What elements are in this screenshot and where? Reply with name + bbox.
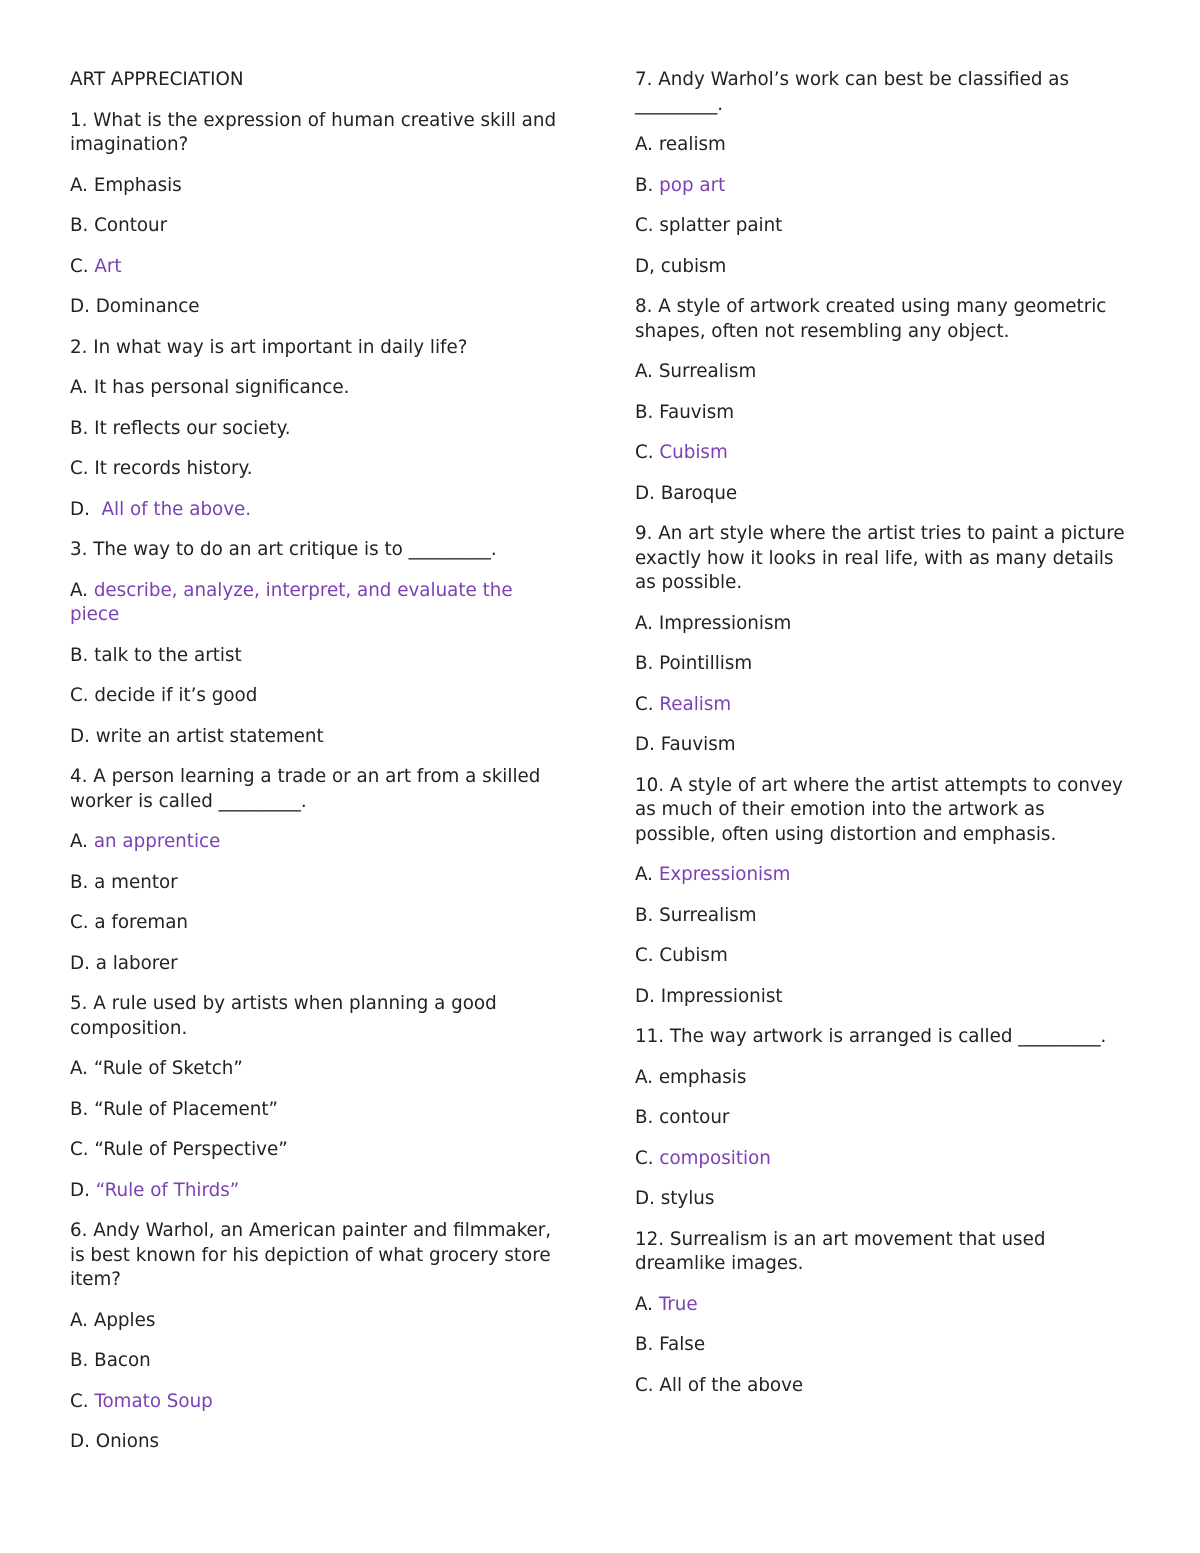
option-text: Expressionism (658, 864, 791, 885)
option-letter: B. (70, 644, 95, 666)
option-letter: C. (635, 215, 660, 236)
answer-option (635, 985, 1130, 1010)
answer-option (635, 652, 1130, 677)
answer-option (635, 401, 1130, 426)
option-letter: B. (635, 174, 660, 196)
answer-option (635, 904, 1130, 929)
answer-option-correct (635, 174, 1130, 199)
answer-option (70, 457, 565, 482)
option-letter: A. (70, 831, 94, 852)
answer-option (635, 360, 1130, 385)
answer-option (635, 482, 1130, 507)
option-text: Cubism (659, 945, 728, 966)
option-text: Apples (93, 1309, 156, 1331)
option-text: emphasis (658, 1066, 747, 1088)
option-text: False (659, 1334, 706, 1355)
option-letter: D. (70, 296, 96, 317)
answer-option (70, 1098, 565, 1123)
option-letter: C. (70, 1139, 95, 1160)
question-text: 2. In what way is art important in daily life? (70, 336, 468, 358)
option-text: decide if it’s good (94, 685, 258, 706)
question-text: 5. A rule used by artists when planning a good composition. (70, 993, 503, 1039)
answer-option (635, 1106, 1130, 1131)
answer-option (70, 952, 565, 977)
option-letter: D, (635, 255, 661, 277)
option-text: True (658, 1293, 698, 1315)
option-text: splatter paint (659, 215, 783, 236)
option-letter: D. (635, 734, 661, 755)
option-text: contour (659, 1107, 730, 1128)
option-letter: B. (70, 417, 95, 439)
option-text: All of the above. (101, 498, 252, 520)
option-letter: A. (635, 134, 659, 155)
answer-option (70, 644, 565, 669)
option-text: talk to the artist (94, 644, 242, 666)
option-text: Fauvism (659, 401, 735, 423)
answer-option (635, 944, 1130, 969)
question-text: 3. The way to do an art critique is to _________. (70, 539, 497, 560)
answer-option (635, 1374, 1130, 1399)
option-letter: A. (70, 1309, 94, 1331)
option-text: Surrealism (658, 361, 757, 382)
question-text: 10. A style of art where the artist attempts to convey as much of their emotion into the artwork as possible, often using distortion and emphasis. (635, 774, 1129, 845)
option-letter: D. (70, 725, 96, 747)
option-text: Baroque (660, 482, 738, 504)
option-text: stylus (660, 1188, 715, 1209)
answer-option (635, 733, 1130, 758)
option-text: a foreman (94, 912, 188, 933)
option-text: describe, analyze, interpret, and evaluate the piece (70, 579, 519, 625)
option-text: Tomato Soup (94, 1390, 213, 1412)
answer-option-correct (635, 1147, 1130, 1172)
question-text: 11. The way artwork is arranged is called _________. (635, 1026, 1107, 1047)
option-text: Surrealism (659, 904, 757, 926)
answer-option (70, 174, 565, 199)
option-letter: D. (70, 1431, 96, 1452)
option-letter: D. (635, 482, 661, 504)
answer-option (70, 376, 565, 401)
option-text: “Rule of Placement” (94, 1098, 279, 1120)
option-letter: C. (635, 1147, 660, 1169)
option-letter: A. (635, 361, 659, 382)
option-letter: A. (635, 864, 659, 885)
option-letter: B. (635, 653, 660, 674)
answer-option-correct (635, 863, 1130, 888)
option-letter: B. (70, 215, 95, 236)
answer-option-correct (635, 1293, 1130, 1318)
option-text: Bacon (94, 1350, 151, 1371)
option-text: “Rule of Thirds” (95, 1179, 240, 1201)
answer-option (70, 295, 565, 320)
answer-option (70, 1057, 565, 1082)
option-letter: C. (70, 1390, 95, 1412)
option-letter: B. (635, 904, 660, 926)
question-text: 12. Surrealism is an art movement that used dreamlike images. (635, 1228, 1052, 1274)
question-text: 6. Andy Warhol, an American painter and filmmaker, is best known for his depiction of what grocery store item? (70, 1220, 557, 1290)
question-text: 4. A person learning a trade or an art from a skilled worker is called _________. (70, 766, 547, 812)
option-text: “Rule of Sketch” (93, 1058, 243, 1079)
option-text: composition (659, 1147, 771, 1169)
option-letter: B. (635, 1107, 660, 1128)
answer-option (70, 684, 565, 709)
right-column (635, 68, 1130, 1414)
option-letter: A. (635, 1066, 659, 1088)
option-letter: A. (70, 377, 94, 398)
answer-option (635, 612, 1130, 637)
option-letter: B. (635, 401, 660, 423)
option-letter: A. (70, 174, 94, 196)
option-text: pop art (659, 174, 726, 196)
option-letter: B. (635, 1334, 660, 1355)
answer-option (635, 1066, 1130, 1091)
option-text: It reflects our society. (94, 417, 291, 439)
option-letter: A. (70, 579, 94, 601)
answer-option-correct (635, 693, 1130, 718)
answer-option (635, 1333, 1130, 1358)
option-text: Emphasis (93, 174, 182, 196)
question-text: 7. Andy Warhol’s work can best be classified as _________. (635, 69, 1075, 115)
question-text: 9. An art style where the artist tries to paint a picture exactly how it looks in real life, with as many details as possible. (635, 523, 1131, 593)
question-text: 1. What is the expression of human creative skill and imagination? (70, 109, 562, 155)
answer-option-correct (635, 441, 1130, 466)
option-letter: C. (70, 685, 95, 706)
answer-option (635, 133, 1130, 158)
option-letter: A. (70, 1058, 94, 1079)
option-text: Realism (659, 693, 732, 715)
option-letter: B. (70, 1098, 95, 1120)
option-letter: D. (70, 498, 102, 520)
document-title: ART APPRECIATION (70, 69, 244, 90)
option-letter: A. (635, 612, 659, 634)
option-text: realism (658, 134, 726, 155)
answer-option (70, 1309, 565, 1334)
answer-option-correct (70, 498, 565, 523)
option-letter: C. (70, 458, 95, 479)
option-letter: D. (70, 952, 96, 974)
option-text: Fauvism (660, 734, 736, 755)
option-letter: B. (70, 871, 95, 893)
answer-option (635, 1187, 1130, 1212)
answer-option (70, 911, 565, 936)
option-text: cubism (660, 255, 727, 277)
answer-option (70, 214, 565, 239)
answer-option (635, 214, 1130, 239)
option-text: Impressionism (658, 612, 792, 634)
answer-option (70, 1138, 565, 1163)
option-text: Cubism (659, 442, 728, 463)
option-text: Art (94, 255, 122, 277)
option-letter: B. (70, 1350, 95, 1371)
option-text: Pointillism (659, 653, 753, 674)
answer-option (70, 725, 565, 750)
option-letter: C. (635, 945, 660, 966)
option-text: Impressionist (660, 985, 783, 1007)
option-letter: C. (635, 1374, 660, 1396)
option-letter: C. (70, 255, 95, 277)
option-letter: C. (635, 442, 660, 463)
option-text: “Rule of Perspective” (94, 1139, 288, 1160)
option-text: a mentor (94, 871, 178, 893)
option-text: Onions (95, 1431, 160, 1452)
answer-option-correct (70, 579, 565, 628)
question-text: 8. A style of artwork created using many geometric shapes, often not resembling any object. (635, 296, 1113, 342)
option-text: It has personal significance. (93, 377, 350, 398)
option-letter: C. (635, 693, 660, 715)
answer-option (70, 417, 565, 442)
left-column (70, 68, 565, 1471)
option-text: Contour (94, 215, 168, 236)
answer-option-correct (70, 830, 565, 855)
answer-option-correct (70, 1390, 565, 1415)
option-letter: C. (70, 912, 95, 933)
option-letter: D. (635, 1188, 661, 1209)
answer-option-correct (70, 1179, 565, 1204)
option-letter: A. (635, 1293, 659, 1315)
answer-option (70, 1349, 565, 1374)
option-text: write an artist statement (95, 725, 324, 747)
answer-option (70, 1430, 565, 1455)
option-text: All of the above (659, 1374, 804, 1396)
answer-option-correct (70, 255, 565, 280)
option-letter: D. (635, 985, 661, 1007)
option-letter: D. (70, 1179, 96, 1201)
option-text: It records history. (94, 458, 253, 479)
answer-option (70, 871, 565, 896)
option-text: Dominance (95, 296, 200, 317)
option-text: an apprentice (93, 831, 221, 852)
option-text: a laborer (95, 952, 178, 974)
answer-option (635, 255, 1130, 280)
